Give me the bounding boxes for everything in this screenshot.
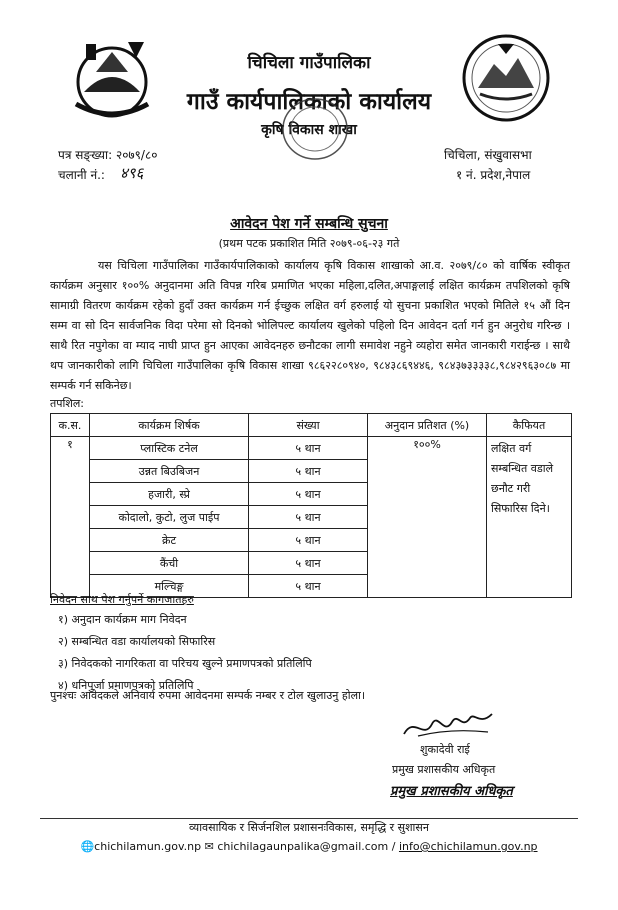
- documents-list: [58, 609, 312, 697]
- mail-icon: ✉: [204, 840, 214, 853]
- signatory-name: शुकादेवी राई: [420, 743, 470, 756]
- postscript-note: पुनश्चः आवेदकले अनिवार्य रुपमा आवेदनमा सम्पर्क नम्बर र टोल खुलाउनु होला।: [50, 689, 366, 702]
- program-item: क्रेट: [90, 529, 249, 552]
- col-program: कार्यक्रम शिर्षक: [90, 414, 249, 437]
- serial-number: १: [51, 437, 90, 598]
- program-item: मल्चिङ्ग: [90, 575, 249, 598]
- list-item: ४) धनिपुर्जा प्रमाणपत्रको प्रतिलिपि: [58, 679, 194, 692]
- notice-title: आवेदन पेश गर्ने सम्बन्धि सुचना: [230, 216, 388, 232]
- email-link-primary[interactable]: chichilagaunpalika@gmail.com: [217, 840, 389, 853]
- program-qty: ५ थान: [249, 437, 368, 460]
- program-qty: ५ थान: [249, 529, 368, 552]
- program-item: प्लास्टिक टनेल: [90, 437, 249, 460]
- remarks: लक्षित वर्ग सम्बन्धित वडाले छनौट गरी सिफारिस दिने।: [487, 437, 572, 598]
- col-remarks: कैफियत: [487, 414, 572, 437]
- program-item: उन्नत बिउबिजन: [90, 460, 249, 483]
- office-province: १ नं. प्रदेश,नेपाल: [456, 168, 531, 182]
- program-qty: ५ थान: [249, 506, 368, 529]
- signatory-title: प्रमुख प्रशासकीय अधिकृत: [392, 763, 496, 776]
- list-item: १) अनुदान कार्यक्रम माग निवेदन: [58, 613, 187, 626]
- subsidy-percent: १००%: [368, 437, 487, 598]
- dispatch-number-label: चलानी नं.:: [58, 168, 105, 182]
- municipality-name: चिचिला गाउँपालिका: [247, 53, 371, 73]
- program-qty: ५ थान: [249, 552, 368, 575]
- email-link-info[interactable]: info@chichilamun.gov.np: [398, 840, 538, 853]
- table-row: [51, 437, 572, 460]
- program-item: हजारी, स्प्रे: [90, 483, 249, 506]
- program-qty: ५ थान: [249, 460, 368, 483]
- col-subsidy: अनुदान प्रतिशत (%): [368, 414, 487, 437]
- col-quantity: संख्या: [249, 414, 368, 437]
- notice-subtitle: (प्रथम पटक प्रकाशित मिति २०७९-०६-२३ गते: [218, 237, 400, 250]
- globe-icon: 🌐: [80, 840, 95, 853]
- program-qty: ५ थान: [249, 483, 368, 506]
- documents-heading: निवेदन साथ पेश गर्नुपर्ने कागजातहरु: [50, 593, 194, 606]
- footer-slogan: व्यावसायिक र सिर्जनशिल प्रशासनःविकास, समृद्धि र सुशासन: [189, 821, 429, 834]
- signature-icon: [400, 706, 496, 742]
- details-label: तपशिल:: [50, 397, 85, 410]
- separator: /: [391, 840, 396, 853]
- footer-divider: [40, 818, 578, 819]
- office-stamp-icon: [280, 94, 350, 164]
- signatory-stamp: प्रमुख प्रशासकीय अधिकृत: [390, 784, 513, 799]
- dispatch-number-value: ४९६: [120, 164, 144, 182]
- list-item: ३) निवेदकको नागरिकता वा परिचय खुल्ने प्रमाणपत्रको प्रतिलिपि: [58, 657, 312, 670]
- section-name: कृषि विकास शाखा: [261, 122, 357, 138]
- program-qty: ५ थान: [249, 575, 368, 598]
- table-header-row: [51, 414, 572, 437]
- letter-number: पत्र सङ्ख्या: २०७९/८०: [58, 148, 158, 162]
- website-link[interactable]: chichilamun.gov.np: [94, 840, 202, 853]
- footer-contacts: [0, 840, 618, 853]
- col-sn: क.स.: [51, 414, 90, 437]
- program-table: [50, 413, 572, 598]
- office-name: गाउँ कार्यपालिकाको कार्यालय: [186, 89, 432, 115]
- notice-body: यस चिचिला गाउँपालिका गाउँकार्यपालिकाको कार्यालय कृषि विकास शाखाको आ.व. २०७९/८० को वार्षिक स्वीकृत कार्यक्रम अनुसार १००% अनुदानमा अति विपन्न गरिब प्रमाणित भएका महिला,दलित,अपाङ्गलाई लक्षित कार्यक्रम तपशिलको कृषि सामाग्री वितरण कार्यक्रम रहेको हुदाँ उक्त कार्यक्रम गर्न ईच्छुक लक्षित वर्ग हरुलाई यो सुचना प्रकाशित भएको मितिले १५ औं दिन सम्म वा सो दिन सार्वजनिक विदा परेमा सो दिनको भोलिपल्ट कार्यालय खुलेको पहिलो दिन आवेदन दर्ता गर्न हुन अनुरोध गरिन्छ । साथै रित नपुगेका वा म्याद नाघी प्राप्त हुन आएका आवेदनहरु छनौटका लागी समावेश नहुने व्यहोरा समेत जानकारी गराईन्छ । साथै थप जानकारीको लागि चिचिला गाउँपालिका कृषि विकास शाखा ९८६२२८०९४०, ९८४३८६९४४६, ९८४३७३३३३८,९८४२९६३०८७ मा सम्पर्क गर्न सकिनेछ।: [50, 259, 570, 392]
- program-item: कैंची: [90, 552, 249, 575]
- list-item: २) सम्बन्धित वडा कार्यालयको सिफारिस: [58, 635, 216, 648]
- program-item: कोदालो, कुटो, लुज पाईप: [90, 506, 249, 529]
- office-location: चिचिला, संखुवासभा: [444, 148, 532, 162]
